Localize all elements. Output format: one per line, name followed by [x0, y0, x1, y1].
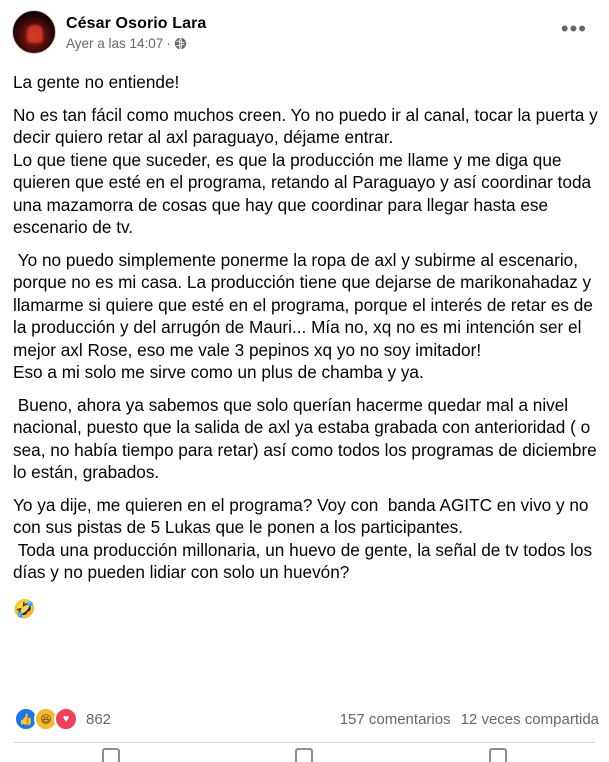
action-bar: [14, 748, 595, 762]
more-options-icon[interactable]: •••: [560, 16, 587, 41]
separator-dot: ·: [166, 35, 171, 51]
reaction-icons[interactable]: [14, 707, 78, 731]
post-body: [13, 71, 602, 620]
avatar[interactable]: [12, 10, 56, 54]
divider: [14, 742, 595, 743]
love-icon: ♥: [54, 707, 78, 731]
avatar-figure: [27, 25, 43, 43]
engagement-stats: [340, 711, 599, 728]
globe-icon[interactable]: [174, 37, 187, 50]
share-action-icon[interactable]: [489, 748, 507, 762]
reactions-bar: [14, 707, 599, 731]
like-icon: 👍: [14, 707, 38, 731]
post-timestamp[interactable]: Ayer a las 14:07: [66, 35, 164, 51]
author-name[interactable]: César Osorio Lara: [66, 14, 207, 32]
post-paragraph: No es tan fácil como muchos creen. Yo no puedo ir al canal, tocar la puerta y decir quiero retar al axl paraguayo, déjame entrar. Lo que tiene que suceder, es que la producción me llame y me diga que quieren que esté en el programa, retando al Paraguayo y así coordinar toda una mazamorra de cosas que hay que coordinar para llegar hasta ese escenario de tv.: [13, 104, 598, 237]
like-action-icon[interactable]: [102, 748, 120, 762]
post-header: [12, 10, 206, 54]
post-paragraph: Bueno, ahora ya sabemos que solo querían hacerme quedar mal a nivel nacional, puesto que la salida de axl ya estaba grabada con anterioridad ( o sea, no había tiempo para retar) así como todos los programas de diciembre lo están, grabados.: [13, 394, 602, 482]
haha-icon: 😆: [34, 707, 58, 731]
reaction-count[interactable]: 862: [86, 710, 112, 728]
post-paragraph: Yo ya dije, me quieren en el programa? Voy con banda AGITC en vivo y no con sus pistas de 5 Lukas que le ponen a los participantes. Toda una producción millonaria, un huevo de gente, la señal de tv todos los días y no pueden lidiar con solo un huevón?: [13, 494, 593, 582]
comment-action-icon[interactable]: [295, 748, 313, 762]
post-meta: [66, 14, 206, 51]
comments-count-link[interactable]: 157 comentarios: [339, 710, 451, 728]
rofl-emoji: 🤣: [13, 598, 36, 619]
shares-count-link[interactable]: 12 veces compartida: [460, 710, 599, 728]
post-paragraph: Yo no puedo simplemente ponerme la ropa de axl y subirme al escenario, porque no es mi casa. La producción tiene que dejarse de marikonahadaz y llamarme si quiere que esté en el programa, porque el interés de retar es de la producción y del arrugón de Mauri... Mía no, xq no es mi intención ser el mejor axl Rose, eso me vale 3 pepinos xq yo no soy imitador! Eso a mi solo me sirve como un plus de chamba y ya.: [13, 249, 593, 382]
timestamp-row: [66, 36, 206, 51]
post-paragraph: La gente no entiende!: [13, 72, 180, 92]
